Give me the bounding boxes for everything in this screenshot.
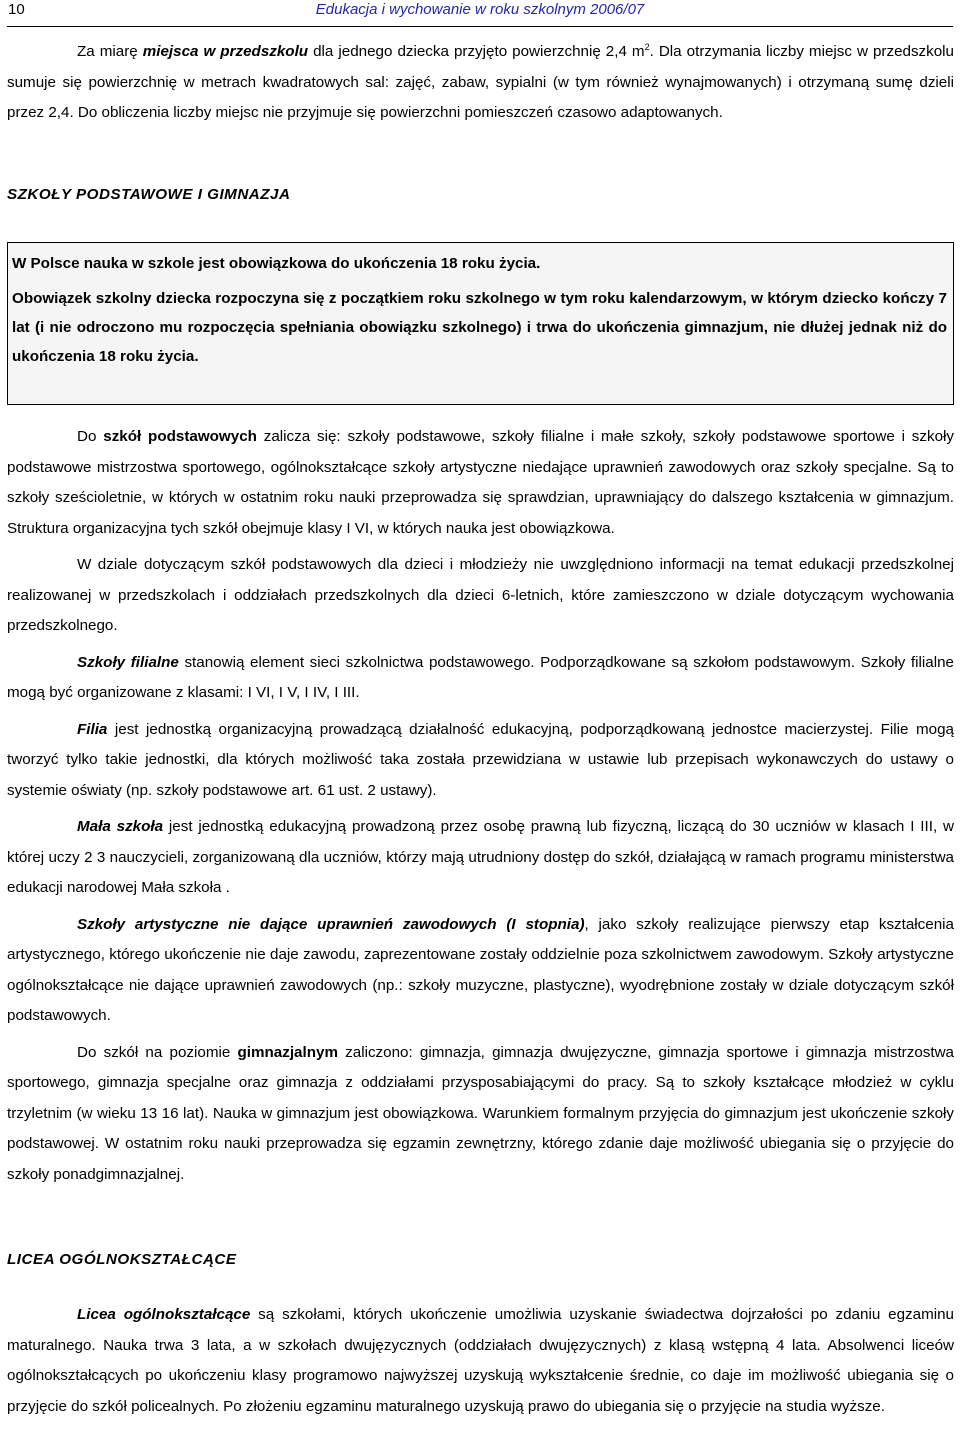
section-heading-primary: SZKOŁY PODSTAWOWE I GIMNAZJA (7, 186, 291, 203)
text: Do szkół na poziomie (77, 1043, 238, 1061)
intro-text-1: Za miarę (77, 43, 143, 60)
paragraph-preschool-note: W dziale dotyczącym szkół podstawowych dla dzieci i młodzieży nie uwzględniono informacji na temat edukacji przedszkolnej realizowanej w przedszkolach i oddziałach przedszkolnych dla dzieci 6-letnich, które zamieszczono w dziale dotyczącym wychowania przedszkolnego. (7, 556, 954, 634)
intro-text-2: dla jednego dziecka przyjęto powierzchnię 2,4 m (308, 43, 645, 60)
term: Mała szkoła (77, 818, 164, 835)
running-title: Edukacja i wychowanie w roku szkolnym 2006/07 (315, 1, 645, 18)
page-header (7, 0, 953, 27)
paragraph-branch-schools (7, 648, 954, 709)
info-box-paragraph-2: Obowiązek szkolny dziecka rozpoczyna się z początkiem roku szkolnego w tym roku kalendarzowym, w którym dziecko kończy 7 lat (i nie odroczono mu rozpoczęcia spełniania obowiązku szkolnego) i trwa do ukończenia gimnazjum, nie dłużej jednak niż do ukończenia 18 roku życia. (12, 290, 947, 365)
term: gimnazjalnym (237, 1043, 338, 1061)
term: Szkoły filialne (77, 653, 179, 671)
text: stanowią element sieci szkolnictwa podstawowego. Podporządkowane są szkołom podstawowym. Szkoły filialne mogą być organizowane z klasami: I VI, I V, I IV, I III. (7, 653, 954, 701)
intro-text-3: . Dla otrzymania liczby miejsc w przedszkolu sumuje się powierzchnię w metrach kwadratowych sal: zajęć, zabaw, sypialni (w tym również wynajmowanych) i otrzymaną sumę dzieli przez 2,4. Do obliczenia liczby miejsc nie przyjmuje się powierzchni pomieszczeń czasowo adaptowanych. (7, 43, 955, 121)
text: zalicza się: szkoły podstawowe, szkoły filialne i małe szkoły, szkoły podstawowe sportowe i szkoły podstawowe mistrzostwa sportowego, ogólnokształcące szkoły artystyczne niedające uprawnień zawodowych oraz szkoły specjalne. Są to szkoły sześcioletnie, w których w ostatnim roku nauki przeprowadza się sprawdzian, uprawniający do dalszego kształcenia w gimnazjum. Struktura organizacyjna tych szkół obejmuje klasy I VI, w których nauka jest obowiązkowa. (7, 428, 954, 537)
text: jest jednostką organizacyjną prowadzącą działalność edukacyjną, podporządkowaną jednostce macierzystej. Filie mogą tworzyć tylko takie jednostki, dla których możliwość taka została przewidziana w ustawie lub przepisach wykonawczych do ustawy o systemie oświaty (np. szkoły podstawowe art. 61 ust. 2 ustawy). (7, 720, 954, 799)
superscript: 2 (644, 41, 650, 52)
paragraph-small-school (7, 812, 954, 904)
info-box-paragraph-1: W Polsce nauka w szkole jest obowiązkowa do ukończenia 18 roku życia. (12, 255, 541, 272)
text: są szkołami, których ukończenie umożliwia uzyskanie świadectwa dojrzałości po zdaniu egzaminu maturalnego. Nauka trwa 3 lata, a w szkołach dwujęzycznych (oddziałach dwujęzycznych) z klasą wstępną 4 lata. Absolwenci liceów ogólnokształcących po ukończeniu klasy programowo najwyższej uzyskują wykształcenie średnie, co daje im możliwość ubiegania się o przyjęcie do szkół policealnych. Po złożeniu egzaminu maturalnego uzyskują prawo do ubiegania się o przyjęcie na studia wyższe. (7, 1306, 954, 1415)
intro-paragraph (7, 37, 954, 129)
primary-schools-section (7, 422, 954, 1196)
page-number: 10 (8, 1, 25, 18)
term: Szkoły artystyczne nie dające uprawnień zawodowych (I stopnia) (77, 915, 585, 933)
info-box (7, 242, 954, 405)
text: , jako szkoły realizujące pierwszy etap kształcenia artystycznego, którego ukończenie nie daje zawodu, zaprezentowane zostały oddzielnie poza szkolnictwem zawodowym. Szkoły artystyczne ogólnokształcące nie dające uprawnień zawodowych (np.: szkoły muzyczne, plastyczne), wyodrębnione zostały w dziale dotyczącym szkół podstawowych. (7, 915, 954, 1024)
paragraph-primary-schools (7, 422, 954, 544)
intro-term: miejsca w przedszkolu (142, 43, 309, 60)
paragraph-branch (7, 715, 954, 807)
lyceum-section (7, 1300, 954, 1428)
term: Licea ogólnokształcące (77, 1306, 251, 1323)
text: jest jednostką edukacyjną prowadzoną przez osobę prawną lub fizyczną, liczącą do 30 uczniów w klasach I III, w której uczy 2 3 nauczycieli, zorganizowaną dla uczniów, którzy mają utrudniony dostęp do szkół, działającą w ramach programu ministerstwa edukacji narodowej Mała szkoła . (7, 818, 955, 896)
section-heading-lyceum: LICEA OGÓLNOKSZTAŁCĄCE (7, 1251, 237, 1268)
text: zaliczono: gimnazja, gimnazja dwujęzyczne, gimnazja sportowe i gimnazja mistrzostwa sportowego, gimnazja specjalne oraz gimnazja z oddziałami przysposabiającymi do pracy. Są to szkoły kształcące młodzież w cyklu trzyletnim (w wieku 13 16 lat). Nauka w gimnazjum jest obowiązkowa. Warunkiem formalnym przyjęcia do gimnazjum jest ukończenie szkoły podstawowej. W ostatnim roku nauki przeprowadza się egzamin zewnętrzny, którego zdanie daje możliwość ubiegania się o przyjęcie do szkoły ponadgimnazjalnej. (7, 1043, 954, 1183)
paragraph-lower-secondary (7, 1038, 954, 1191)
intro-section (7, 37, 954, 135)
paragraph-art-schools (7, 910, 954, 1032)
text: Do (77, 428, 104, 445)
term: szkół podstawowych (103, 428, 257, 445)
paragraph-lyceum (7, 1300, 954, 1422)
term: Filia (77, 720, 108, 738)
